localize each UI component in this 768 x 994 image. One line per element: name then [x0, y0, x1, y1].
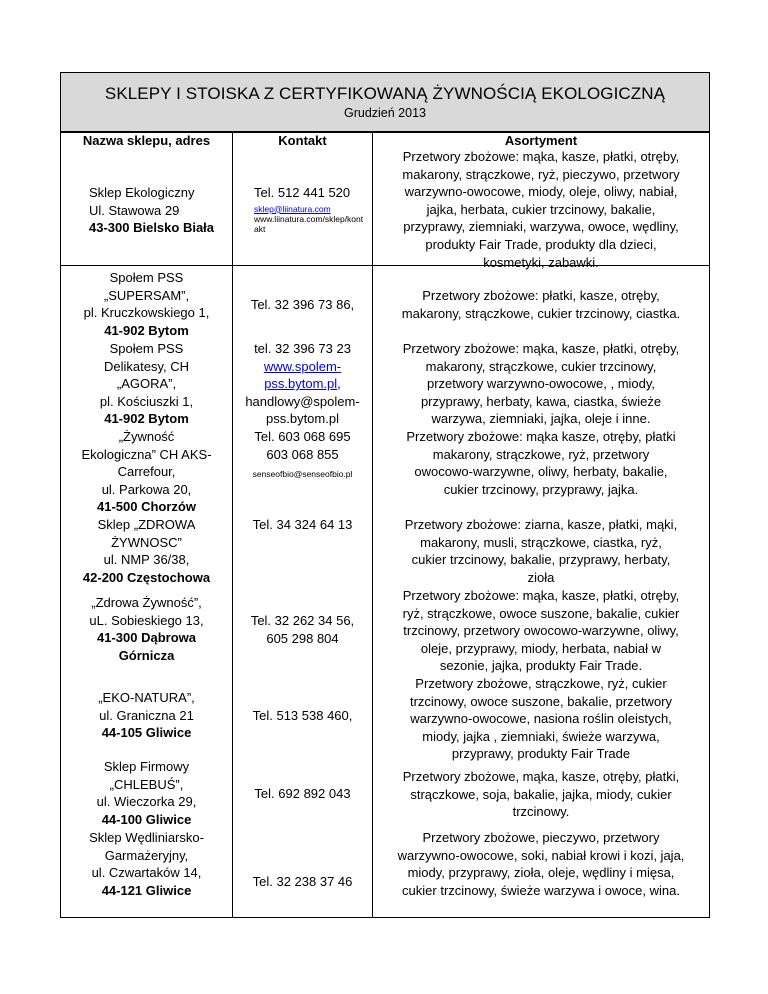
column-header-contact: Kontakt [278, 133, 327, 148]
shop-name: Sklep Wędliniarsko- Garmażeryjny, ul. Czwartaków 14, 44-121 Gliwice [61, 829, 232, 899]
email-text: senseofbio@senseofbio.pl [252, 469, 353, 480]
page-subtitle: Grudzień 2013 [343, 106, 426, 120]
shop-city: 42-200 Częstochowa [82, 569, 211, 585]
shop-name: Społem PSS „SUPERSAM”, pl. Kruczkowskiego 1, 41-902 Bytom [61, 269, 232, 339]
shop-contact: Tel. 513 538 460, [252, 708, 353, 723]
shop-name: Społem PSS Delikatesy, CH „AGORA”, pl. Kościuszki 1, 41-902 Bytom [61, 340, 232, 428]
shops-table [60, 132, 710, 918]
header-box [60, 72, 710, 132]
shop-contact: Tel. 32 262 34 56, 605 298 804 [250, 613, 355, 646]
shop-name: „EKO-NATURA”, ul. Graniczna 21 44-105 Gliwice [61, 689, 232, 742]
website-text: www.liinatura.com/sklep/kont [254, 213, 364, 224]
column-header-name: Nazwa sklepu, adres [82, 133, 211, 148]
shop-assortment: Przetwory zbożowe: ziarna, kasze, płatki, mąki, makarony, musli, strączkowe, ciastka, ryż, cukier trzcinowy, bakalie, przyprawy, herbaty, zioła [404, 517, 678, 585]
shop-assortment: Przetwory zbożowe: mąka, kasze, płatki, otręby, ryż, strączkowe, owoce suszone, bakalie, cukier trzcinowy, przetwory owocowo-warzywne, oliwy, oleje, przyprawy, miody, herbata, nabiał w sezonie, jajka, produkty Fair Trade. [402, 588, 680, 674]
shop-city: 44-105 Gliwice [101, 725, 192, 741]
email-link[interactable]: sklep@liinatura.com [254, 203, 331, 214]
shop-assortment: Przetwory zbożowe, pieczywo, przetwory warzywno-owocowe, soki, nabiał krowi i kozi, jaja, miody, przyprawy, zioła, oleje, wędliny i mięsa, cukier trzcinowy, świeże warzywa i owoce, wina. [397, 830, 685, 898]
column-header-assortment: Asortyment [504, 133, 578, 148]
shop-city: 41-500 Chorzów [97, 499, 196, 515]
shop-name: „Żywność Ekologiczna” CH AKS- Carrefour, ul. Parkowa 20, 41-500 Chorzów [61, 428, 232, 516]
shop-city: 41-902 Bytom [104, 322, 189, 338]
shop-name: Sklep Ekologiczny Ul. Stawowa 29 43-300 Bielsko Biała [89, 184, 232, 237]
page-title: SKLEPY I STOISKA Z CERTYFIKOWANĄ ŻYWNOŚCIĄ EKOLOGICZNĄ [104, 84, 666, 103]
shop-contact: Tel. 32 396 73 86, [250, 297, 355, 312]
shop-assortment: Przetwory zbożowe: mąka, kasze, płatki, otręby, makarony, strączkowe, ryż, pieczywo, przetwory warzywno-owocowe, miody, oleje, oliwy, nabiał, jajka, herbata, cukier trzcinowy, bakalie, przyprawy, ziemniaki, warzywa, owoce, wędliny, produkty Fair Trade, produkty dla dzieci, kosmetyki, zabawki. [402, 149, 680, 270]
website-link[interactable]: www.spolem- [263, 358, 342, 374]
shop-city: 41-300 Dąbrowa [97, 630, 196, 646]
shop-assortment: Przetwory zbożowe: mąka, kasze, płatki, otręby, makarony, strączkowe, cukier trzcinowy, przetwory warzywno-owocowe, , miody, przyprawy, herbaty, kawa, ciastka, świeże warzywa, ziemniaki, jajka, oleje i inne. [402, 341, 680, 427]
document-page [60, 72, 710, 932]
shop-contact: Tel. 32 238 37 46 [252, 874, 353, 889]
shop-city: 44-100 Gliwice [101, 811, 192, 827]
shop-contact: tel. 32 396 73 23 www.spolem- pss.bytom.pl, handlowy@spolem- pss.bytom.pl [233, 340, 372, 428]
website-link[interactable]: pss.bytom.pl [264, 376, 338, 392]
shop-contact: Tel. 512 441 520 sklep@liinatura.com www.liinatura.com/sklep/kont akt [254, 184, 372, 234]
shop-contact: Tel. 692 892 043 [254, 786, 351, 801]
shop-city: 44-121 Gliwice [101, 882, 192, 898]
shop-contact: Tel. 603 068 695 603 068 855 senseofbio@senseofbio.pl [233, 428, 372, 479]
shop-contact: Tel. 34 324 64 13 [252, 517, 353, 532]
shop-assortment: Przetwory zbożowe: mąka kasze, otręby, płatki makarony, strączkowe, ryż, przetwory owocowo-warzywne, oliwy, herbaty, bakalie, cukier trzcinowy, przyprawy, jajka. [406, 429, 676, 497]
shop-assortment: Przetwory zbożowe: płatki, kasze, otręby, makarony, strączkowe, cukier trzcinowy, ciastka. [401, 288, 681, 321]
email-text: handlowy@spolem- [245, 393, 360, 409]
shop-name: „Zdrowa Żywność”, uL. Sobieskiego 13, 41-300 Dąbrowa Górnicza [61, 594, 232, 664]
shop-city: 43-300 Bielsko Biała [89, 220, 215, 236]
shop-city: 41-902 Bytom [104, 411, 189, 427]
shop-name: Sklep „ZDROWA ŻYWNOSC” ul. NMP 36/38, 42-200 Częstochowa [61, 516, 232, 586]
shop-assortment: Przetwory zbożowe, strączkowe, ryż, cukier trzcinowy, owoce suszone, bakalie, przetwory warzywno-owocowe, nasiona roślin oleistych, miody, jajka , ziemniaki, świeże warzywa, przyprawy, produkty Fair Trade [409, 676, 673, 762]
shop-name: Sklep Firmowy „CHLEBUŚ”, ul. Wieczorka 29, 44-100 Gliwice [61, 758, 232, 828]
shop-assortment: Przetwory zbożowe, mąka, kasze, otręby, płatki, strączkowe, soja, bakalie, jajka, miody, cukier trzcinowy. [402, 769, 680, 820]
